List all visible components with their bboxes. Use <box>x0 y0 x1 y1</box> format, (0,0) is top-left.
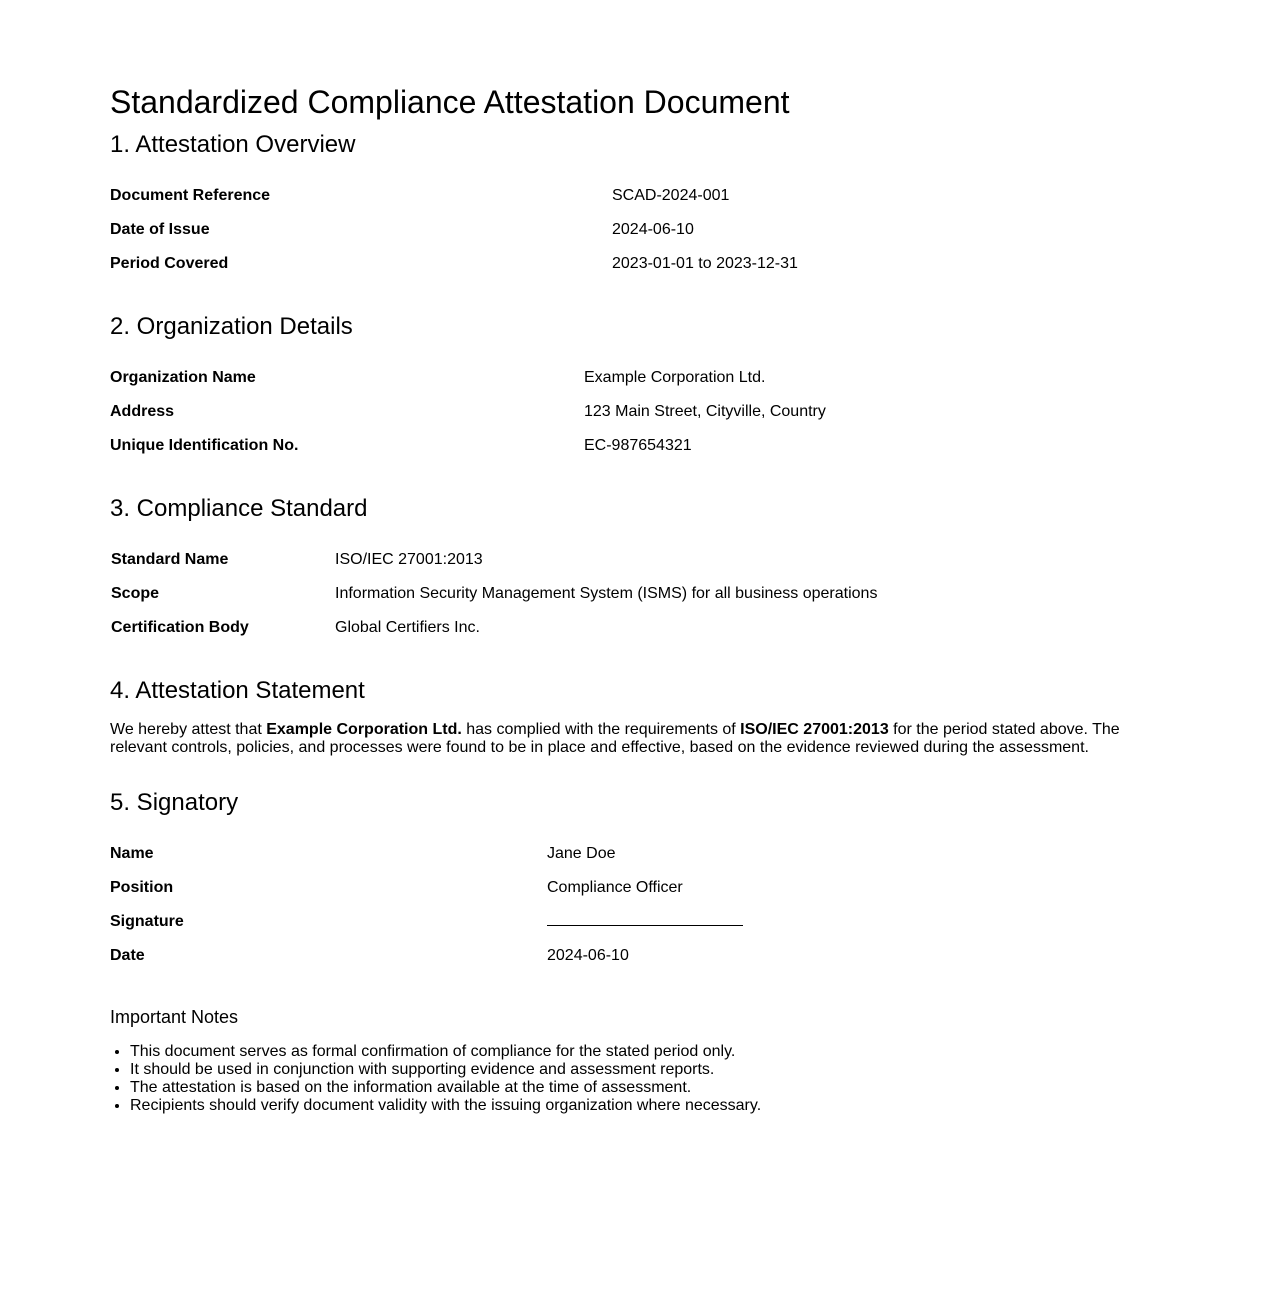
field-label: Signature <box>110 913 184 930</box>
statement-standard: ISO/IEC 27001:2013 <box>740 721 889 738</box>
statement-text: We hereby attest that <box>110 721 267 738</box>
attestation-statement <box>110 721 1169 757</box>
overview-table <box>110 179 1169 281</box>
field-value: Information Security Management System (ISMS) for all business operations <box>335 585 878 602</box>
field-value: Example Corporation Ltd. <box>584 369 766 386</box>
field-value: EC-987654321 <box>584 437 692 454</box>
field-value: 2024-06-10 <box>612 221 694 238</box>
field-value: Jane Doe <box>547 845 616 862</box>
list-item: • The attestation is based on the information available at the time of assessment. <box>130 1079 1168 1097</box>
notes-heading: Important Notes <box>110 1007 239 1027</box>
field-label: Period Covered <box>110 255 229 272</box>
signatory-table <box>110 837 1169 973</box>
field-value: 2024-06-10 <box>547 947 629 964</box>
table-row <box>110 179 1169 213</box>
signature-line <box>547 915 743 926</box>
field-label: Position <box>110 879 174 896</box>
field-label: Name <box>110 845 154 862</box>
list-item: • This document serves as formal confirmation of compliance for the stated period only. <box>130 1043 1168 1061</box>
signature-field <box>547 905 1169 939</box>
list-item: • Recipients should verify document validity with the issuing organization where necessary. <box>130 1097 1168 1115</box>
field-label: Unique Identification No. <box>110 437 299 454</box>
field-value: SCAD-2024-001 <box>612 187 730 204</box>
field-label: Organization Name <box>110 369 256 386</box>
field-value: Compliance Officer <box>547 879 683 896</box>
table-row <box>110 429 1169 463</box>
list-item: • It should be used in conjunction with supporting evidence and assessment reports. <box>130 1061 1168 1079</box>
standard-table <box>110 543 1169 645</box>
section-heading-overview: 1. Attestation Overview <box>110 131 356 158</box>
table-row <box>110 837 1169 871</box>
notes-list <box>110 1043 1168 1115</box>
document-title: Standardized Compliance Attestation Document <box>110 84 790 120</box>
field-value: ISO/IEC 27001:2013 <box>335 551 483 568</box>
field-label: Date <box>110 947 145 964</box>
field-label: Standard Name <box>111 551 229 568</box>
statement-text: for the period stated above. The relevant controls, policies, and processes were found to be in place and effective, based on the evidence reviewed during the assessment. <box>110 721 1120 756</box>
field-label: Date of Issue <box>110 221 210 238</box>
field-label: Certification Body <box>111 619 249 636</box>
table-row <box>110 395 1169 429</box>
table-row <box>110 871 1169 905</box>
field-label: Scope <box>111 585 160 602</box>
field-label: Document Reference <box>110 187 271 204</box>
section-heading-statement: 4. Attestation Statement <box>110 677 365 704</box>
table-row <box>110 577 1169 611</box>
organization-table <box>110 361 1169 463</box>
section-heading-standard: 3. Compliance Standard <box>110 495 368 522</box>
field-value: 2023-01-01 to 2023-12-31 <box>612 255 798 272</box>
table-row <box>110 543 1169 577</box>
table-row <box>110 905 1169 939</box>
statement-text: has complied with the requirements of <box>461 721 741 738</box>
section-heading-signatory: 5. Signatory <box>110 789 239 816</box>
table-row <box>110 247 1169 281</box>
field-value: Global Certifiers Inc. <box>335 619 480 636</box>
statement-organization: Example Corporation Ltd. <box>266 721 462 738</box>
field-value: 123 Main Street, Cityville, Country <box>584 403 826 420</box>
table-row <box>110 939 1169 973</box>
section-heading-organization: 2. Organization Details <box>110 313 353 340</box>
table-row <box>110 213 1169 247</box>
table-row <box>110 611 1169 645</box>
field-label: Address <box>110 403 175 420</box>
table-row <box>110 361 1169 395</box>
